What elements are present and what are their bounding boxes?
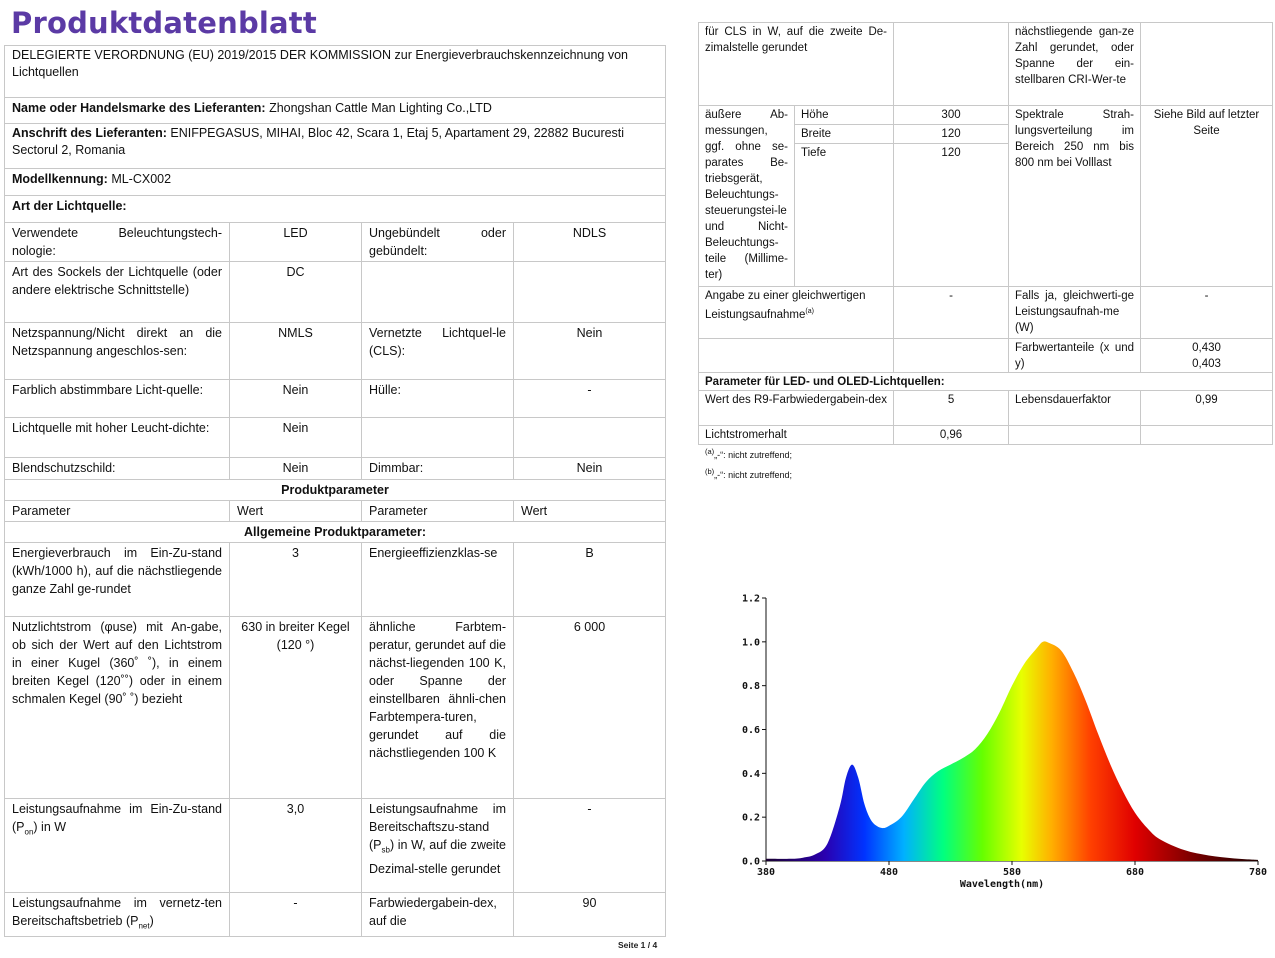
type-value	[514, 262, 666, 323]
x-tick-label: 780	[1248, 867, 1267, 878]
general-value: -	[514, 799, 666, 893]
spectral-distribution-chart	[722, 585, 1267, 895]
regulation-text: DELEGIERTE VERORDNUNG (EU) 2019/2015 DER KOMMISSION zur Energieverbrauchskennzeichnung von Lichtquellen	[5, 46, 666, 98]
general-params-header: Allgemeine Produktparameter:	[5, 522, 666, 543]
footnote: $^{(b)}$„-“: nicht zutreffend;	[705, 467, 793, 480]
type-value: LED	[230, 223, 362, 262]
supplier-value: Zhongshan Cattle Man Lighting Co.,LTD	[269, 101, 492, 115]
chromaticity-value: 0,430 0,403	[1141, 339, 1273, 373]
y-tick-label: 0.6	[741, 725, 760, 736]
equivalent-power-watts-param: Falls ja, gleichwerti-ge Leistungsaufnah-me (W)	[1009, 287, 1141, 339]
model-row	[5, 169, 666, 196]
equivalent-power-param: Angabe zu einer gleichwertigen Leistungsaufnahme$^{(a)}$	[699, 287, 894, 339]
y-tick-label: 1.2	[741, 593, 760, 605]
equivalent-power-value: -	[894, 287, 1009, 339]
type-param: Netzspannung/Nicht direkt an die Netzspannung angeschlos-sen:	[5, 323, 230, 380]
model-value: ML-CX002	[111, 172, 172, 186]
type-value: Nein	[514, 323, 666, 380]
product-datasheet-table	[4, 45, 666, 937]
cri-value	[1141, 23, 1273, 106]
supplier-label: Name oder Handelsmarke des Lieferanten:	[12, 101, 266, 115]
type-param	[362, 418, 514, 458]
general-value: 630 in breiter Kegel (120 °)	[230, 617, 362, 799]
dimension-value: 120	[894, 125, 1009, 144]
chromaticity-param: Farbwertanteile (x und y)	[1009, 339, 1141, 373]
general-value: B	[514, 543, 666, 617]
type-value: -	[514, 380, 666, 418]
spectral-param: Spektrale Strah-lungsverteilung im Bereich 250 nm bis 800 nm bei Volllast	[1009, 106, 1141, 287]
dimension-name: Höhe	[795, 106, 894, 125]
type-value: Nein	[230, 458, 362, 480]
flux-maintenance-param: Lichtstromerhalt	[699, 426, 894, 445]
x-axis-label: Wavelength(nm)	[959, 879, 1045, 890]
cri-param: nächstliegende gan-ze Zahl gerundet, oder Spanne der ein-stellbaren CRI-Wer-te	[1009, 23, 1141, 106]
type-param: Art des Sockels der Lichtquelle (oder andere elektrische Schnittstelle)	[5, 262, 230, 323]
product-params-header: Produktparameter	[5, 480, 666, 501]
type-param: Verwendete Beleuchtungstech-nologie:	[5, 223, 230, 262]
general-value: 3,0	[230, 799, 362, 893]
general-param: Energieeffizienzklas-se	[362, 543, 514, 617]
lifetime-factor-param: Lebensdauerfaktor	[1009, 391, 1141, 426]
dimension-name: Breite	[795, 125, 894, 144]
spectral-value: Siehe Bild auf letzter Seite	[1141, 106, 1273, 287]
type-param	[362, 262, 514, 323]
x-tick-label: 380	[756, 867, 776, 878]
dimension-name: Tiefe	[795, 144, 894, 287]
general-param: Energieverbrauch im Ein-Zu-stand (kWh/1000 h), auf die nächstliegende ganze Zahl ge-rundet	[5, 543, 230, 617]
dimensions-label: äußere Ab-messungen, ggf. ohne se-parates Be-triebsgerät, Beleuchtungs-steuerungstei-le und Nicht-Beleuchtungs-teile (Millime-ter)	[699, 106, 795, 287]
dimension-value: 300	[894, 106, 1009, 125]
type-param: Vernetzte Lichtquel-le (CLS):	[362, 323, 514, 380]
general-param: Leistungsaufnahme im vernetz-ten Bereitschaftsbetrieb $(P_{net})$	[5, 893, 230, 937]
product-datasheet-continued-table	[698, 22, 1273, 445]
general-param: Leistungsaufnahme im Ein-Zu-stand $(P_{on})$ in W	[5, 799, 230, 893]
general-param: Nutzlichtstrom (φuse) mit An-gabe, ob sich der Wert auf den Lichtstrom in einer Kugel (360˚ ˚), in einem breiten Kegel (120˚˚) oder in einem schmalen Kegel (90˚ ˚) bezieht	[5, 617, 230, 799]
address-value: ENIFPEGASUS, MIHAI, Bloc 42, Scara 1, Etaj 5, Apartament 29, 22882 Bucuresti Sectorul 2, Romania	[12, 126, 625, 157]
model-label: Modellkennung:	[12, 172, 108, 186]
general-param: ähnliche Farbtem-peratur, gerundet auf die nächst-liegenden 100 K, oder Spanne der einstellbaren ähnli-chen Farbtempera-turen, gerundet auf die nächstliegenden 100 K	[362, 617, 514, 799]
general-param: Farbwiedergabein-dex, auf die	[362, 893, 514, 937]
type-value: DC	[230, 262, 362, 323]
x-tick-label: 580	[1002, 867, 1022, 878]
column-header-value: Wert	[514, 501, 666, 522]
type-param: Dimmbar:	[362, 458, 514, 480]
flux-maintenance-value: 0,96	[894, 426, 1009, 445]
type-value: NDLS	[514, 223, 666, 262]
cls-value	[894, 23, 1009, 106]
cls-param: für CLS in W, auf die zweite De-zimalstelle gerundet	[699, 23, 894, 106]
type-value	[514, 418, 666, 458]
general-value: 6 000	[514, 617, 666, 799]
y-tick-label: 0.2	[741, 812, 760, 824]
type-header: Art der Lichtquelle:	[5, 196, 666, 223]
r9-param: Wert des R9-Farbwiedergabein-dex	[699, 391, 894, 426]
type-param: Ungebündelt oder gebündelt:	[362, 223, 514, 262]
address-row	[5, 124, 666, 169]
type-value: Nein	[230, 418, 362, 458]
column-header-parameter: Parameter	[5, 501, 230, 522]
type-param: Blendschutzschild:	[5, 458, 230, 480]
dimension-value: 120	[894, 144, 1009, 287]
lifetime-factor-value: 0,99	[1141, 391, 1273, 426]
column-header-parameter: Parameter	[362, 501, 514, 522]
supplier-row	[5, 98, 666, 124]
r9-value: 5	[894, 391, 1009, 426]
column-header-value: Wert	[230, 501, 362, 522]
general-value: -	[230, 893, 362, 937]
y-tick-label: 0.8	[741, 681, 760, 693]
equivalent-power-watts-value: -	[1141, 287, 1273, 339]
spectrum-series	[766, 641, 1258, 861]
general-param: Leistungsaufnahme im Bereitschaftszu-stand $(P_{sb})$ in W, auf die zweite Dezimal-stelle gerundet	[362, 799, 514, 893]
type-value: Nein	[230, 380, 362, 418]
y-tick-label: 1.0	[741, 637, 760, 649]
footnote: $^{(a)}$„-“: nicht zutreffend;	[705, 447, 793, 460]
page-title: Produktdatenblatt	[11, 6, 317, 40]
general-value: 90	[514, 893, 666, 937]
x-tick-label: 680	[1125, 867, 1145, 878]
y-tick-label: 0.0	[741, 856, 760, 868]
led-params-header: Parameter für LED- und OLED-Lichtquellen:	[699, 373, 1273, 391]
address-label: Anschrift des Lieferanten:	[12, 126, 167, 140]
x-tick-label: 480	[879, 867, 899, 878]
type-value: NMLS	[230, 323, 362, 380]
y-tick-label: 0.4	[741, 768, 760, 780]
type-param: Farblich abstimmbare Licht-quelle:	[5, 380, 230, 418]
type-param: Hülle:	[362, 380, 514, 418]
type-param: Lichtquelle mit hoher Leucht-dichte:	[5, 418, 230, 458]
general-value: 3	[230, 543, 362, 617]
type-value: Nein	[514, 458, 666, 480]
page-number: Seite 1 / 4	[618, 940, 658, 950]
